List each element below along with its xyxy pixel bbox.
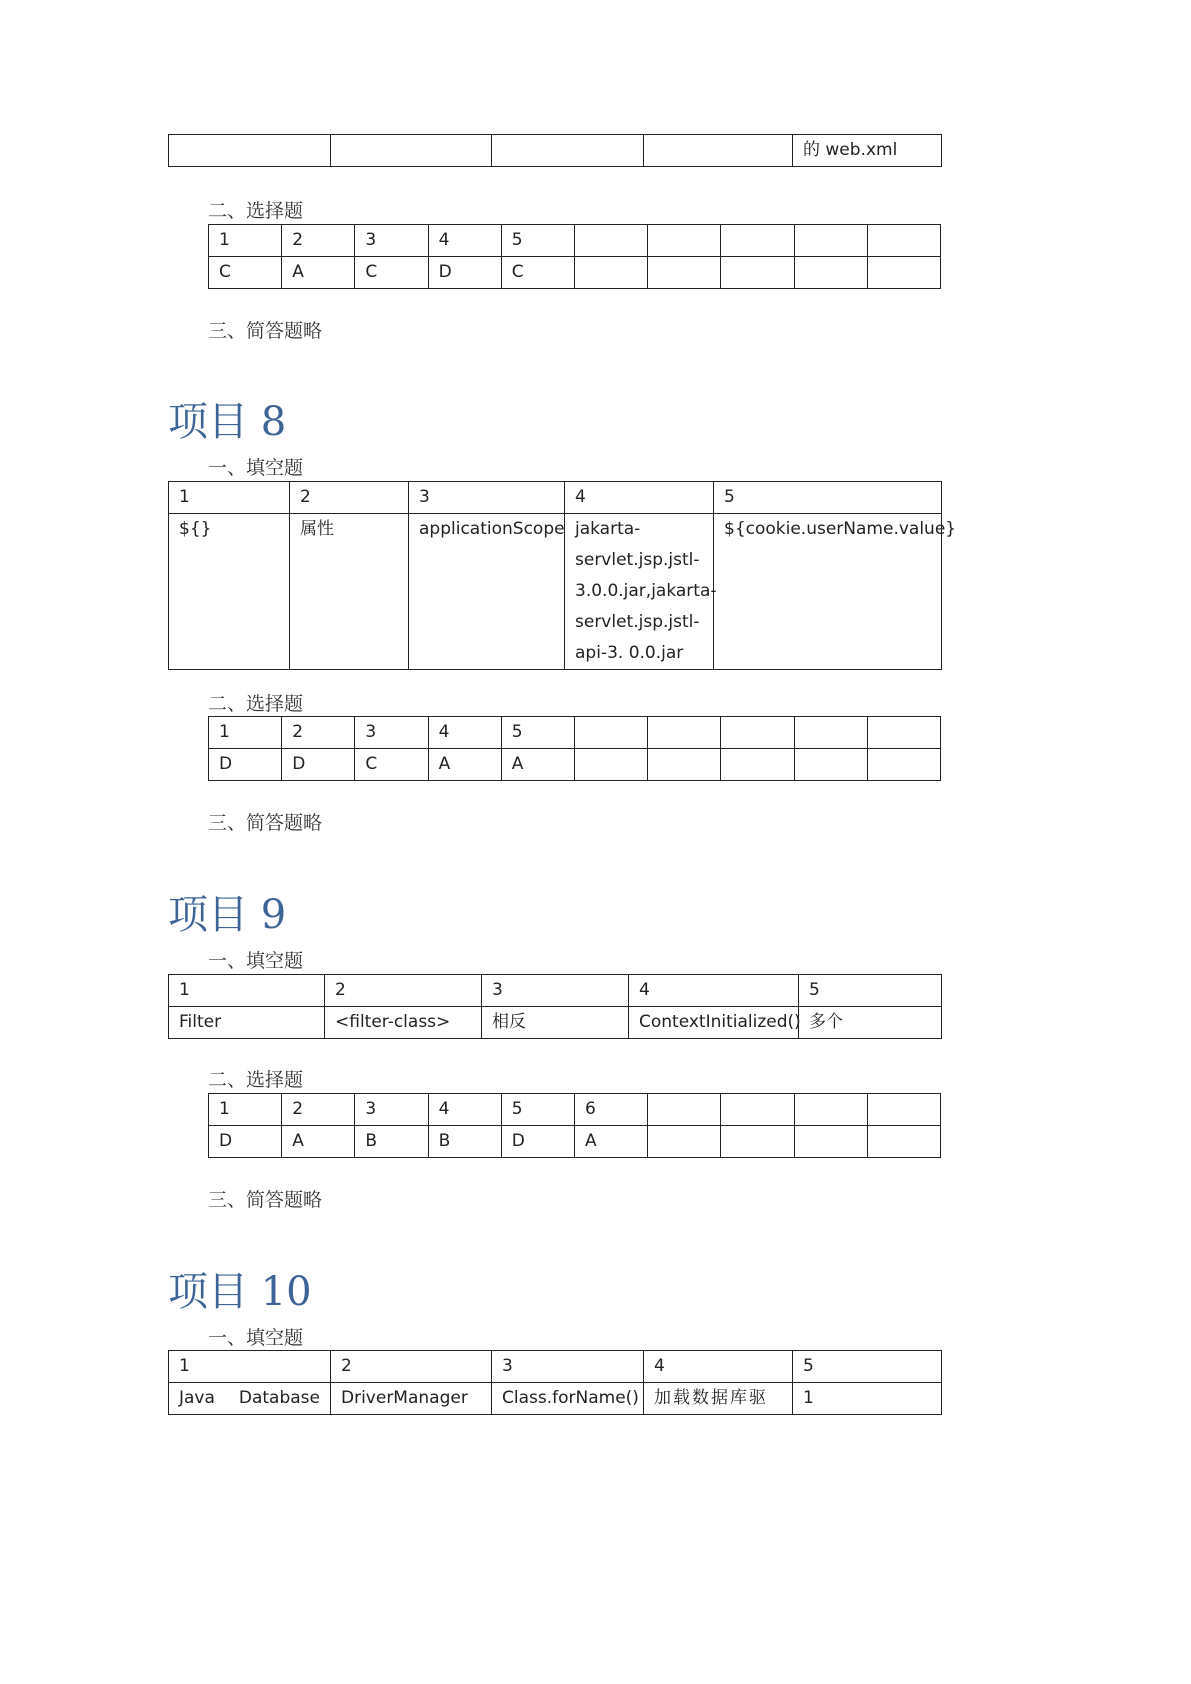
table-cell <box>648 257 721 289</box>
text-part: Database <box>238 1388 320 1408</box>
table-cell: 4 <box>428 1094 501 1126</box>
table-cell: 3 <box>355 225 428 257</box>
table-cell: 4 <box>428 717 501 749</box>
choice-answer-table <box>208 1093 941 1158</box>
table-cell: 5 <box>714 482 942 514</box>
table-cell: 4 <box>565 482 714 514</box>
table-cell: 2 <box>325 975 482 1007</box>
fill-answer-table <box>168 974 942 1039</box>
table-cell <box>721 717 794 749</box>
table-cell: C <box>355 257 428 289</box>
table-cell: 3 <box>409 482 565 514</box>
wrapped-line: jakarta- <box>575 519 641 539</box>
table-cell: Class.forName() <box>492 1383 644 1415</box>
table-cell: <filter-class> <box>325 1007 482 1039</box>
top-continuation-table <box>168 134 942 167</box>
table-cell <box>794 749 867 781</box>
project-title: 项目 8 <box>168 399 287 445</box>
table-cell: 5 <box>501 225 574 257</box>
table-cell <box>867 257 940 289</box>
section-heading: 二、选择题 <box>208 200 304 222</box>
table-cell: A <box>428 749 501 781</box>
table-cell <box>867 1094 940 1126</box>
section-heading: 三、简答题略 <box>208 1189 323 1211</box>
section-heading: 三、简答题略 <box>208 812 323 834</box>
section-heading: 一、填空题 <box>208 457 304 479</box>
table-cell: 多个 <box>799 1007 942 1039</box>
table-cell: 4 <box>428 225 501 257</box>
table-cell: ContextInitialized() <box>629 1007 799 1039</box>
table-cell: 3 <box>355 717 428 749</box>
table-cell: 1 <box>169 975 325 1007</box>
table-cell: 3 <box>492 1351 644 1383</box>
table-cell <box>574 749 647 781</box>
project-title: 项目 10 <box>168 1269 312 1315</box>
table-cell: Filter <box>169 1007 325 1039</box>
fill-answer-table <box>168 1350 942 1415</box>
table-cell <box>721 257 794 289</box>
table-cell: 1 <box>209 717 282 749</box>
fill-answer-table <box>168 481 957 670</box>
section-heading: 一、填空题 <box>208 1327 304 1349</box>
table-cell: 3 <box>355 1094 428 1126</box>
table-cell: C <box>209 257 282 289</box>
table-cell: applicationScope <box>409 514 565 670</box>
table-cell: 5 <box>501 717 574 749</box>
table-cell: 2 <box>282 717 355 749</box>
wrapped-line: servlet.jsp.jstl- <box>575 550 700 570</box>
table-cell: 2 <box>331 1351 492 1383</box>
table-cell: A <box>282 257 355 289</box>
table-cell <box>721 225 794 257</box>
table-cell <box>648 749 721 781</box>
table-cell: ${cookie.userName.value} <box>714 514 942 670</box>
table-cell: 6 <box>574 1094 647 1126</box>
table-cell <box>492 135 644 167</box>
table-cell <box>794 1126 867 1158</box>
table-cell <box>574 225 647 257</box>
table-cell: 5 <box>501 1094 574 1126</box>
table-cell: 1 <box>169 482 290 514</box>
table-cell: 4 <box>644 1351 793 1383</box>
table-cell <box>794 257 867 289</box>
choice-answer-table <box>208 224 941 289</box>
table-cell: 1 <box>209 225 282 257</box>
table-cell <box>574 257 647 289</box>
table-cell <box>794 717 867 749</box>
table-cell: D <box>428 257 501 289</box>
table-cell <box>721 1126 794 1158</box>
table-cell: ${} <box>169 514 290 670</box>
table-cell: A <box>282 1126 355 1158</box>
section-heading: 二、选择题 <box>208 693 304 715</box>
table-cell <box>565 514 717 670</box>
table-cell: 3 <box>482 975 629 1007</box>
table-cell: 1 <box>209 1094 282 1126</box>
table-cell <box>648 717 721 749</box>
table-cell <box>721 749 794 781</box>
table-cell <box>867 749 940 781</box>
table-cell: C <box>355 749 428 781</box>
table-cell: 的 web.xml <box>793 135 942 167</box>
table-cell <box>721 1094 794 1126</box>
table-cell: 2 <box>282 1094 355 1126</box>
table-cell: 2 <box>282 225 355 257</box>
table-cell <box>169 1383 331 1415</box>
table-cell <box>169 135 331 167</box>
table-cell <box>648 1094 721 1126</box>
table-cell: B <box>428 1126 501 1158</box>
table-cell <box>648 1126 721 1158</box>
table-cell: 4 <box>629 975 799 1007</box>
section-heading: 一、填空题 <box>208 950 304 972</box>
table-cell: C <box>501 257 574 289</box>
table-cell: 相反 <box>482 1007 629 1039</box>
table-cell <box>794 225 867 257</box>
section-heading: 三、简答题略 <box>208 320 323 342</box>
table-cell <box>794 1094 867 1126</box>
table-cell: D <box>209 1126 282 1158</box>
table-cell: 加载数据库驱 <box>644 1383 793 1415</box>
table-cell <box>867 1126 940 1158</box>
table-cell: 属性 <box>290 514 409 670</box>
wrapped-line: api-3. 0.0.jar <box>575 643 684 663</box>
table-cell: A <box>501 749 574 781</box>
table-cell: DriverManager <box>331 1383 492 1415</box>
section-heading: 二、选择题 <box>208 1069 304 1091</box>
table-cell: 1 <box>793 1383 942 1415</box>
choice-answer-table <box>208 716 941 781</box>
table-cell <box>867 225 940 257</box>
table-cell: D <box>209 749 282 781</box>
table-cell: 5 <box>793 1351 942 1383</box>
table-cell <box>574 717 647 749</box>
table-cell: 5 <box>799 975 942 1007</box>
table-cell: D <box>282 749 355 781</box>
project-title: 项目 9 <box>168 892 287 938</box>
table-cell: D <box>501 1126 574 1158</box>
table-cell: 1 <box>169 1351 331 1383</box>
table-cell <box>867 717 940 749</box>
table-cell <box>648 225 721 257</box>
justified-text <box>179 1383 330 1414</box>
wrapped-line: 3.0.0.jar,jakarta- <box>575 581 717 601</box>
text-part: Java <box>179 1388 215 1408</box>
table-cell: 2 <box>290 482 409 514</box>
wrapped-line: servlet.jsp.jstl- <box>575 612 700 632</box>
table-cell <box>331 135 492 167</box>
table-cell: A <box>574 1126 647 1158</box>
table-cell <box>644 135 793 167</box>
table-cell: B <box>355 1126 428 1158</box>
